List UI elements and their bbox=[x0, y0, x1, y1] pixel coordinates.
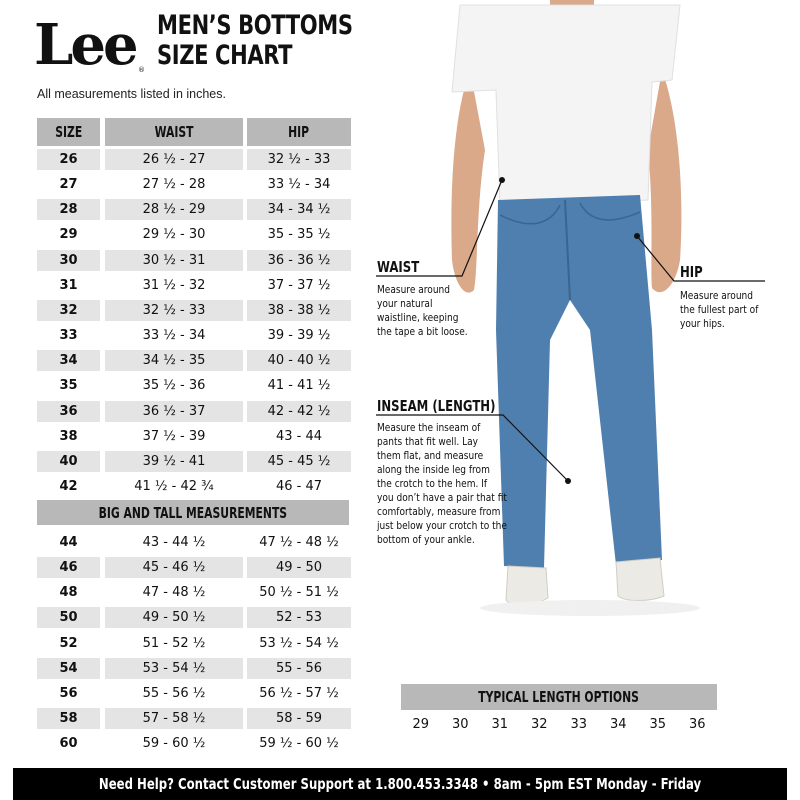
hip-cell: 35 - 35 ½ bbox=[267, 227, 331, 243]
table-row bbox=[37, 300, 352, 321]
title-line-1: MEN’S BOTTOMS bbox=[157, 10, 353, 41]
table-row bbox=[37, 149, 352, 170]
size-cell: 28 bbox=[37, 199, 100, 220]
table-row bbox=[37, 375, 352, 396]
hip-callout-text: Measure around the fullest part of your hips. bbox=[680, 290, 759, 330]
table-row bbox=[37, 250, 352, 271]
size-cell: 32 bbox=[37, 300, 100, 321]
hip-cell: 56 ½ - 57 ½ bbox=[259, 685, 339, 701]
length-option: 34 bbox=[609, 717, 627, 732]
length-option: 30 bbox=[451, 717, 469, 732]
waist-callout-title: WAIST bbox=[377, 258, 420, 276]
size-cell: 56 bbox=[59, 685, 78, 701]
column-header-hip: HIP bbox=[247, 118, 351, 146]
support-footer bbox=[13, 768, 787, 800]
size-cell: 54 bbox=[37, 658, 100, 679]
support-text: Need Help? Contact Customer Support at 1.800.453.3348 • 8am - 5pm EST Monday - Friday bbox=[98, 775, 702, 793]
waist-cell: 39 ½ - 41 bbox=[105, 451, 243, 472]
hip-cell: 42 - 42 ½ bbox=[247, 401, 351, 422]
title-line-2: SIZE CHART bbox=[157, 40, 293, 71]
table-row bbox=[37, 557, 352, 578]
waist-cell: 30 ½ - 31 bbox=[105, 250, 243, 271]
hip-callout-title: HIP bbox=[680, 263, 703, 281]
waist-cell: 31 ½ - 32 bbox=[142, 277, 206, 293]
table-row bbox=[37, 199, 352, 220]
size-cell: 52 bbox=[59, 635, 78, 651]
table-row bbox=[37, 633, 352, 654]
lee-logo bbox=[34, 12, 146, 74]
size-cell: 44 bbox=[59, 535, 78, 550]
size-cell: 36 bbox=[37, 401, 100, 422]
table-row bbox=[37, 350, 352, 371]
jeans bbox=[496, 195, 662, 568]
size-cell: 46 bbox=[37, 557, 100, 578]
size-cell: 58 bbox=[37, 708, 100, 729]
waist-cell: 57 - 58 ½ bbox=[105, 708, 243, 729]
hip-cell: 55 - 56 bbox=[247, 658, 351, 679]
length-options-list bbox=[401, 717, 717, 737]
table-row bbox=[37, 325, 352, 346]
table-row bbox=[37, 582, 352, 603]
size-cell: 60 bbox=[59, 736, 78, 752]
left-shoe bbox=[506, 566, 548, 606]
hip-cell: 53 ½ - 54 ½ bbox=[259, 635, 339, 651]
waist-cell: 45 - 46 ½ bbox=[105, 557, 243, 578]
waist-cell: 32 ½ - 33 bbox=[105, 300, 243, 321]
table-row bbox=[37, 451, 352, 472]
size-cell: 27 bbox=[59, 177, 78, 193]
table-row bbox=[37, 401, 352, 422]
hip-cell: 49 - 50 bbox=[247, 557, 351, 578]
table-row bbox=[37, 708, 352, 729]
hip-cell: 40 - 40 ½ bbox=[247, 350, 351, 371]
length-option: 32 bbox=[530, 717, 548, 732]
page-title bbox=[157, 11, 353, 71]
waist-cell: 36 ½ - 37 bbox=[105, 401, 243, 422]
hip-cell: 34 - 34 ½ bbox=[247, 199, 351, 220]
column-header-size: SIZE bbox=[37, 118, 100, 146]
table-row bbox=[37, 607, 352, 628]
left-arm bbox=[451, 70, 485, 293]
waist-cell: 37 ½ - 39 bbox=[142, 428, 206, 444]
size-cell: 50 bbox=[37, 607, 100, 628]
right-shoe bbox=[616, 558, 664, 601]
hip-cell: 38 - 38 ½ bbox=[247, 300, 351, 321]
hip-cell: 47 ½ - 48 ½ bbox=[259, 535, 339, 550]
column-header-waist: WAIST bbox=[105, 118, 243, 146]
length-option: 36 bbox=[688, 717, 706, 732]
inseam-callout-title: INSEAM (LENGTH) bbox=[377, 397, 496, 415]
waist-cell: 35 ½ - 36 bbox=[142, 378, 206, 394]
hip-cell: 37 - 37 ½ bbox=[267, 277, 331, 293]
big-and-tall-banner: BIG AND TALL MEASUREMENTS bbox=[37, 500, 349, 525]
waist-cell: 53 - 54 ½ bbox=[105, 658, 243, 679]
hip-cell: 41 - 41 ½ bbox=[267, 378, 331, 394]
hip-cell: 36 - 36 ½ bbox=[247, 250, 351, 271]
waist-cell: 43 - 44 ½ bbox=[142, 535, 206, 550]
tshirt bbox=[452, 5, 680, 206]
table-row bbox=[37, 174, 352, 195]
hip-cell: 58 - 59 bbox=[247, 708, 351, 729]
hip-cell: 39 - 39 ½ bbox=[267, 328, 331, 344]
hip-cell: 50 ½ - 51 ½ bbox=[259, 585, 339, 601]
right-arm bbox=[648, 70, 681, 292]
size-cell: 30 bbox=[37, 250, 100, 271]
hip-cell: 59 ½ - 60 ½ bbox=[259, 736, 339, 752]
length-option: 33 bbox=[570, 717, 588, 732]
table-row bbox=[37, 275, 352, 296]
waist-cell: 49 - 50 ½ bbox=[105, 607, 243, 628]
logo-text: Lee bbox=[34, 12, 136, 74]
waist-cell: 47 - 48 ½ bbox=[142, 585, 206, 601]
size-cell: 48 bbox=[59, 585, 78, 601]
size-cell: 31 bbox=[59, 277, 78, 293]
waist-cell: 28 ½ - 29 bbox=[105, 199, 243, 220]
units-note: All measurements listed in inches. bbox=[37, 87, 226, 101]
size-cell: 26 bbox=[37, 149, 100, 170]
table-row bbox=[37, 658, 352, 679]
waist-cell: 26 ½ - 27 bbox=[105, 149, 243, 170]
hip-cell: 43 - 44 bbox=[275, 428, 323, 444]
size-cell: 29 bbox=[59, 227, 78, 243]
size-cell: 38 bbox=[59, 428, 78, 444]
table-row bbox=[37, 224, 352, 245]
table-row bbox=[37, 532, 352, 553]
table-row bbox=[37, 426, 352, 447]
waist-cell: 59 - 60 ½ bbox=[142, 736, 206, 752]
waist-callout-text: Measure around your natural waistline, keeping the tape a bit loose. bbox=[377, 284, 468, 338]
waist-cell: 41 ½ - 42 ¾ bbox=[134, 478, 214, 494]
waist-cell: 34 ½ - 35 bbox=[105, 350, 243, 371]
length-option: 31 bbox=[491, 717, 509, 732]
registered-mark: ® bbox=[138, 66, 145, 74]
length-option: 29 bbox=[412, 717, 430, 732]
waist-cell: 55 - 56 ½ bbox=[142, 685, 206, 701]
table-row bbox=[37, 733, 352, 754]
size-cell: 35 bbox=[59, 378, 78, 394]
hip-cell: 32 ½ - 33 bbox=[247, 149, 351, 170]
length-option: 35 bbox=[649, 717, 667, 732]
hip-cell: 46 - 47 bbox=[275, 478, 323, 494]
size-cell: 33 bbox=[59, 328, 78, 344]
size-cell: 40 bbox=[37, 451, 100, 472]
size-cell: 42 bbox=[59, 478, 78, 494]
length-options-header: TYPICAL LENGTH OPTIONS bbox=[401, 684, 717, 710]
hip-cell: 52 - 53 bbox=[247, 607, 351, 628]
table-row bbox=[37, 476, 352, 497]
hip-cell: 45 - 45 ½ bbox=[247, 451, 351, 472]
waist-cell: 51 - 52 ½ bbox=[142, 635, 206, 651]
size-cell: 34 bbox=[37, 350, 100, 371]
waist-cell: 27 ½ - 28 bbox=[142, 177, 206, 193]
hip-cell: 33 ½ - 34 bbox=[267, 177, 331, 193]
waist-cell: 29 ½ - 30 bbox=[142, 227, 206, 243]
table-row bbox=[37, 683, 352, 704]
inseam-callout-text: Measure the inseam of pants that fit well. Lay them flat, and measure along the inside leg from the crotch to the hem. If you don’t have a pair that fit comfortably, measure from just below your crotch to the bottom of your ankle. bbox=[377, 422, 507, 546]
waist-cell: 33 ½ - 34 bbox=[142, 328, 206, 344]
